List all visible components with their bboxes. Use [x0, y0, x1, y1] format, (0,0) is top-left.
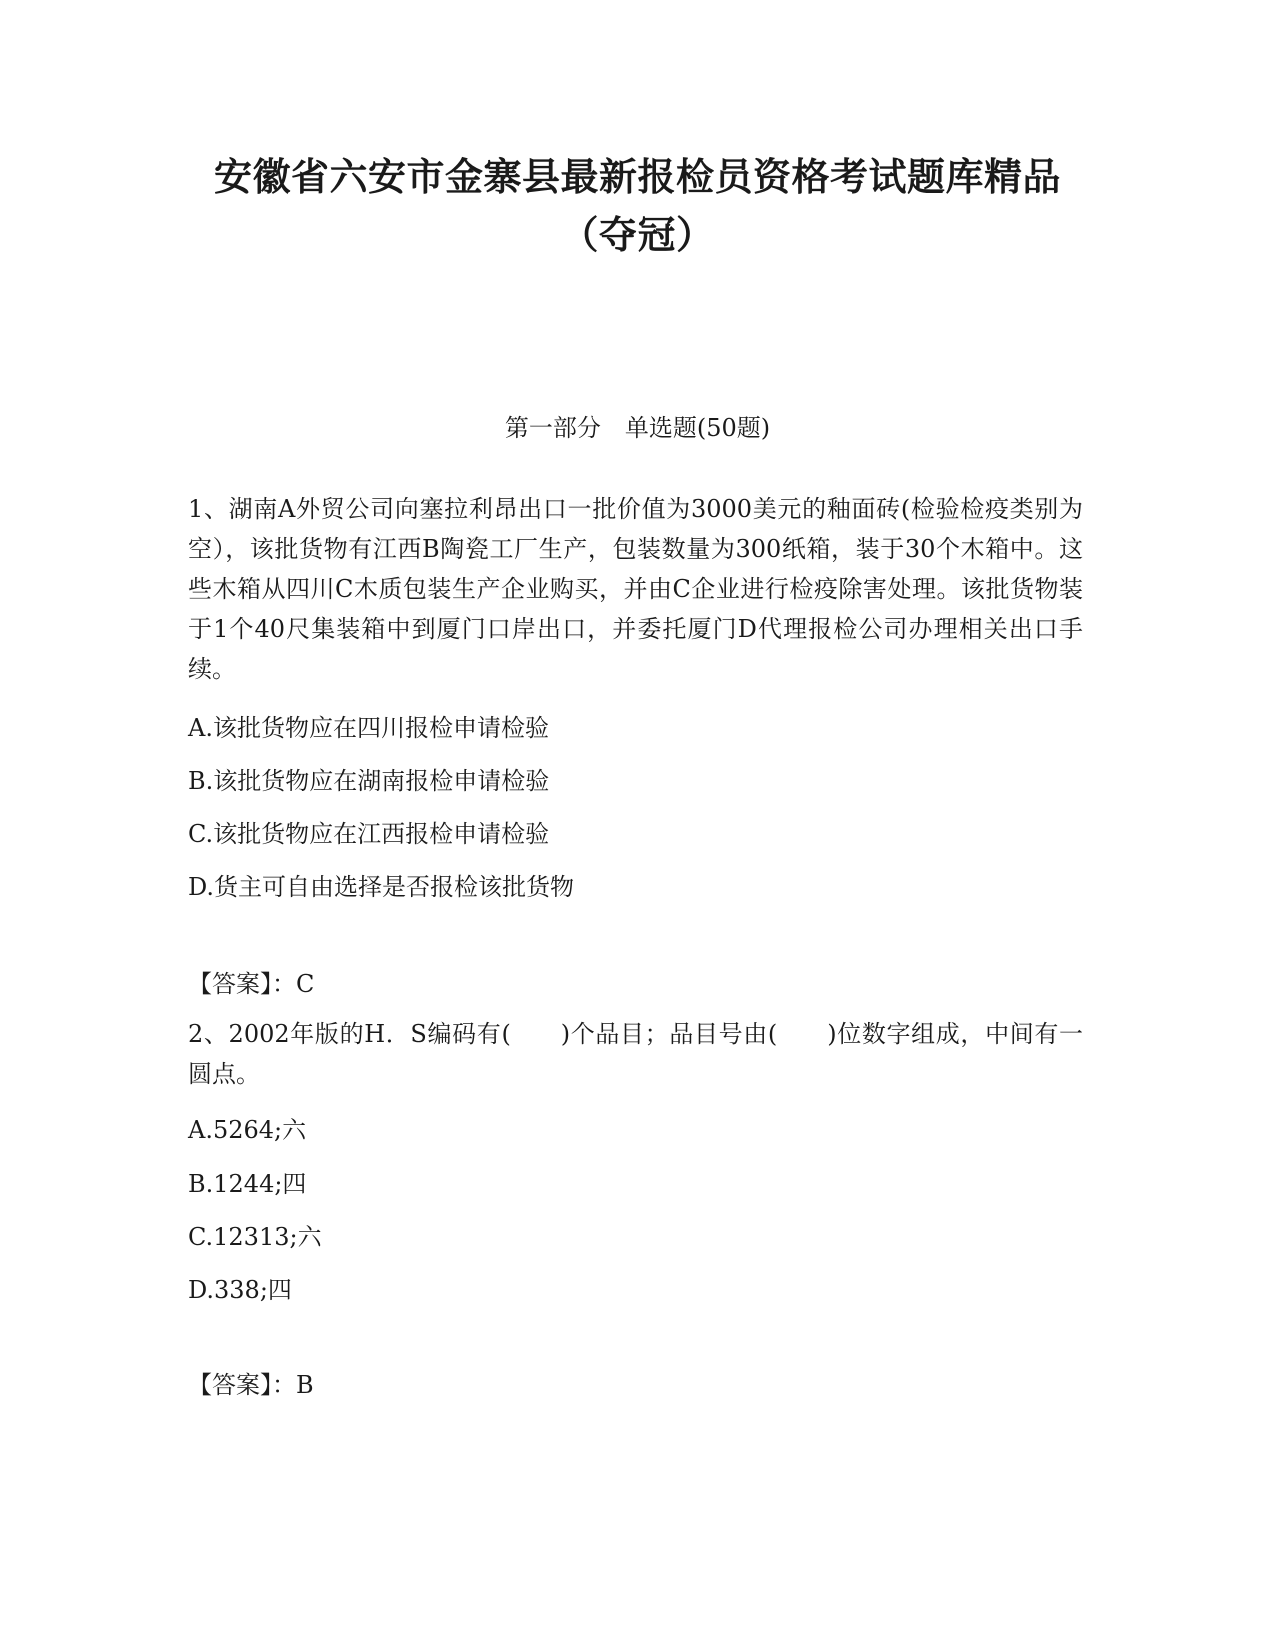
question-2-stem: 2、2002年版的H．S编码有( )个品目；品目号由( )位数字组成，中间有一圆点。: [188, 1020, 1083, 1088]
question-2-option-a: A.5264;六: [188, 1116, 307, 1144]
question-1-option-d: D.货主可自由选择是否报检该批货物: [188, 873, 575, 901]
question-1-option-b: B.该批货物应在湖南报检申请检验: [188, 767, 550, 795]
question-2-option-d: D.338;四: [188, 1276, 292, 1304]
question-1-answer: 【答案】：C: [188, 970, 315, 998]
question-2-answer: 【答案】：B: [188, 1371, 314, 1399]
section-heading: 第一部分 单选题(50题): [504, 414, 771, 442]
question-2-option-b: B.1244;四: [188, 1170, 307, 1198]
question-2-option-c: C.12313;六: [188, 1223, 322, 1251]
question-1-option-a: A.该批货物应在四川报检申请检验: [188, 714, 549, 742]
question-1-stem: 1、湖南A外贸公司向塞拉利昂出口一批价值为3000美元的釉面砖(检验检疫类别为空），该批货物有江西B陶瓷工厂生产，包装数量为300纸箱，装于30个木箱中。这些木箱从四川C木质包装生产企业购买，并由C企业进行检疫除害处理。该批货物装于1个40尺集装箱中到厦门口岸出口，并委托厦门D代理报检公司办理相关出口手续。: [188, 495, 1083, 683]
document-title: 安徽省六安市金寨县最新报检员资格考试题库精品（夺冠）: [213, 154, 1061, 257]
question-1-option-c: C.该批货物应在江西报检申请检验: [188, 820, 550, 848]
